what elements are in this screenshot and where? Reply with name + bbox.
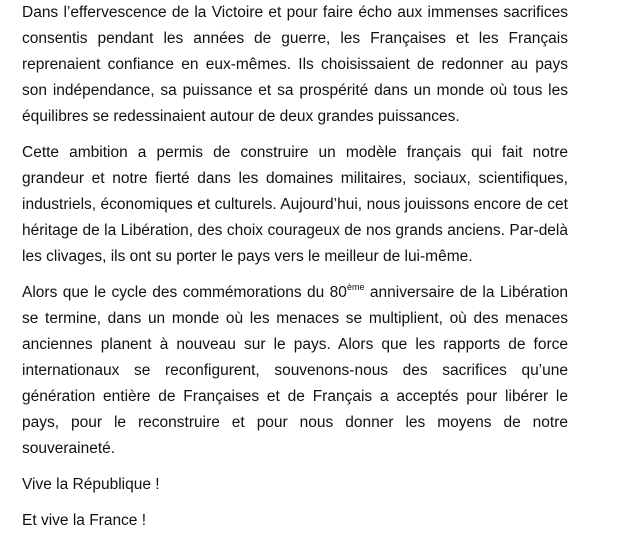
ordinal-superscript: ème <box>346 282 365 292</box>
paragraph-3-start: Alors que le cycle des commémorations du 80 <box>22 284 347 301</box>
closing-line-2: Et vive la France ! <box>22 512 147 529</box>
paragraph-3-end: anniversaire de la Libération se termine, dans un monde où les menaces se multiplient, où des menaces anciennes planent à nouveau sur le pays. Alors que les rapports de force internationaux se reconfigurent, souvenons-nous des sacrifices qu’une génération entière de Françaises et de Français a acceptés pour libérer le pays, pour le reconstruire et pour nous donner les moyens de notre souveraineté. <box>22 284 568 457</box>
paragraph-3 <box>22 280 568 462</box>
paragraph-2: Cette ambition a permis de construire un modèle français qui fait notre grandeur et notre fierté dans les domaines militaires, sociaux, scientifiques, industriels, économiques et culturels. Aujourd’hui, nous jouissons encore de cet héritage de la Libération, des choix courageux de nos grands anciens. Par-delà les clivages, ils ont su porter le pays vers le meilleur de lui-même. <box>22 144 568 265</box>
closing-line-1: Vive la République ! <box>22 476 160 493</box>
document-body <box>22 0 568 534</box>
paragraph-1: Dans l’effervescence de la Victoire et pour faire écho aux immenses sacrifices consentis pendant les années de guerre, les Françaises et les Français reprenaient confiance en eux-mêmes. Ils choisissaient de redonner au pays son indépendance, sa puissance et sa prospérité dans un monde où tous les équilibres se redessinaient autour de deux grandes puissances. <box>22 4 568 125</box>
